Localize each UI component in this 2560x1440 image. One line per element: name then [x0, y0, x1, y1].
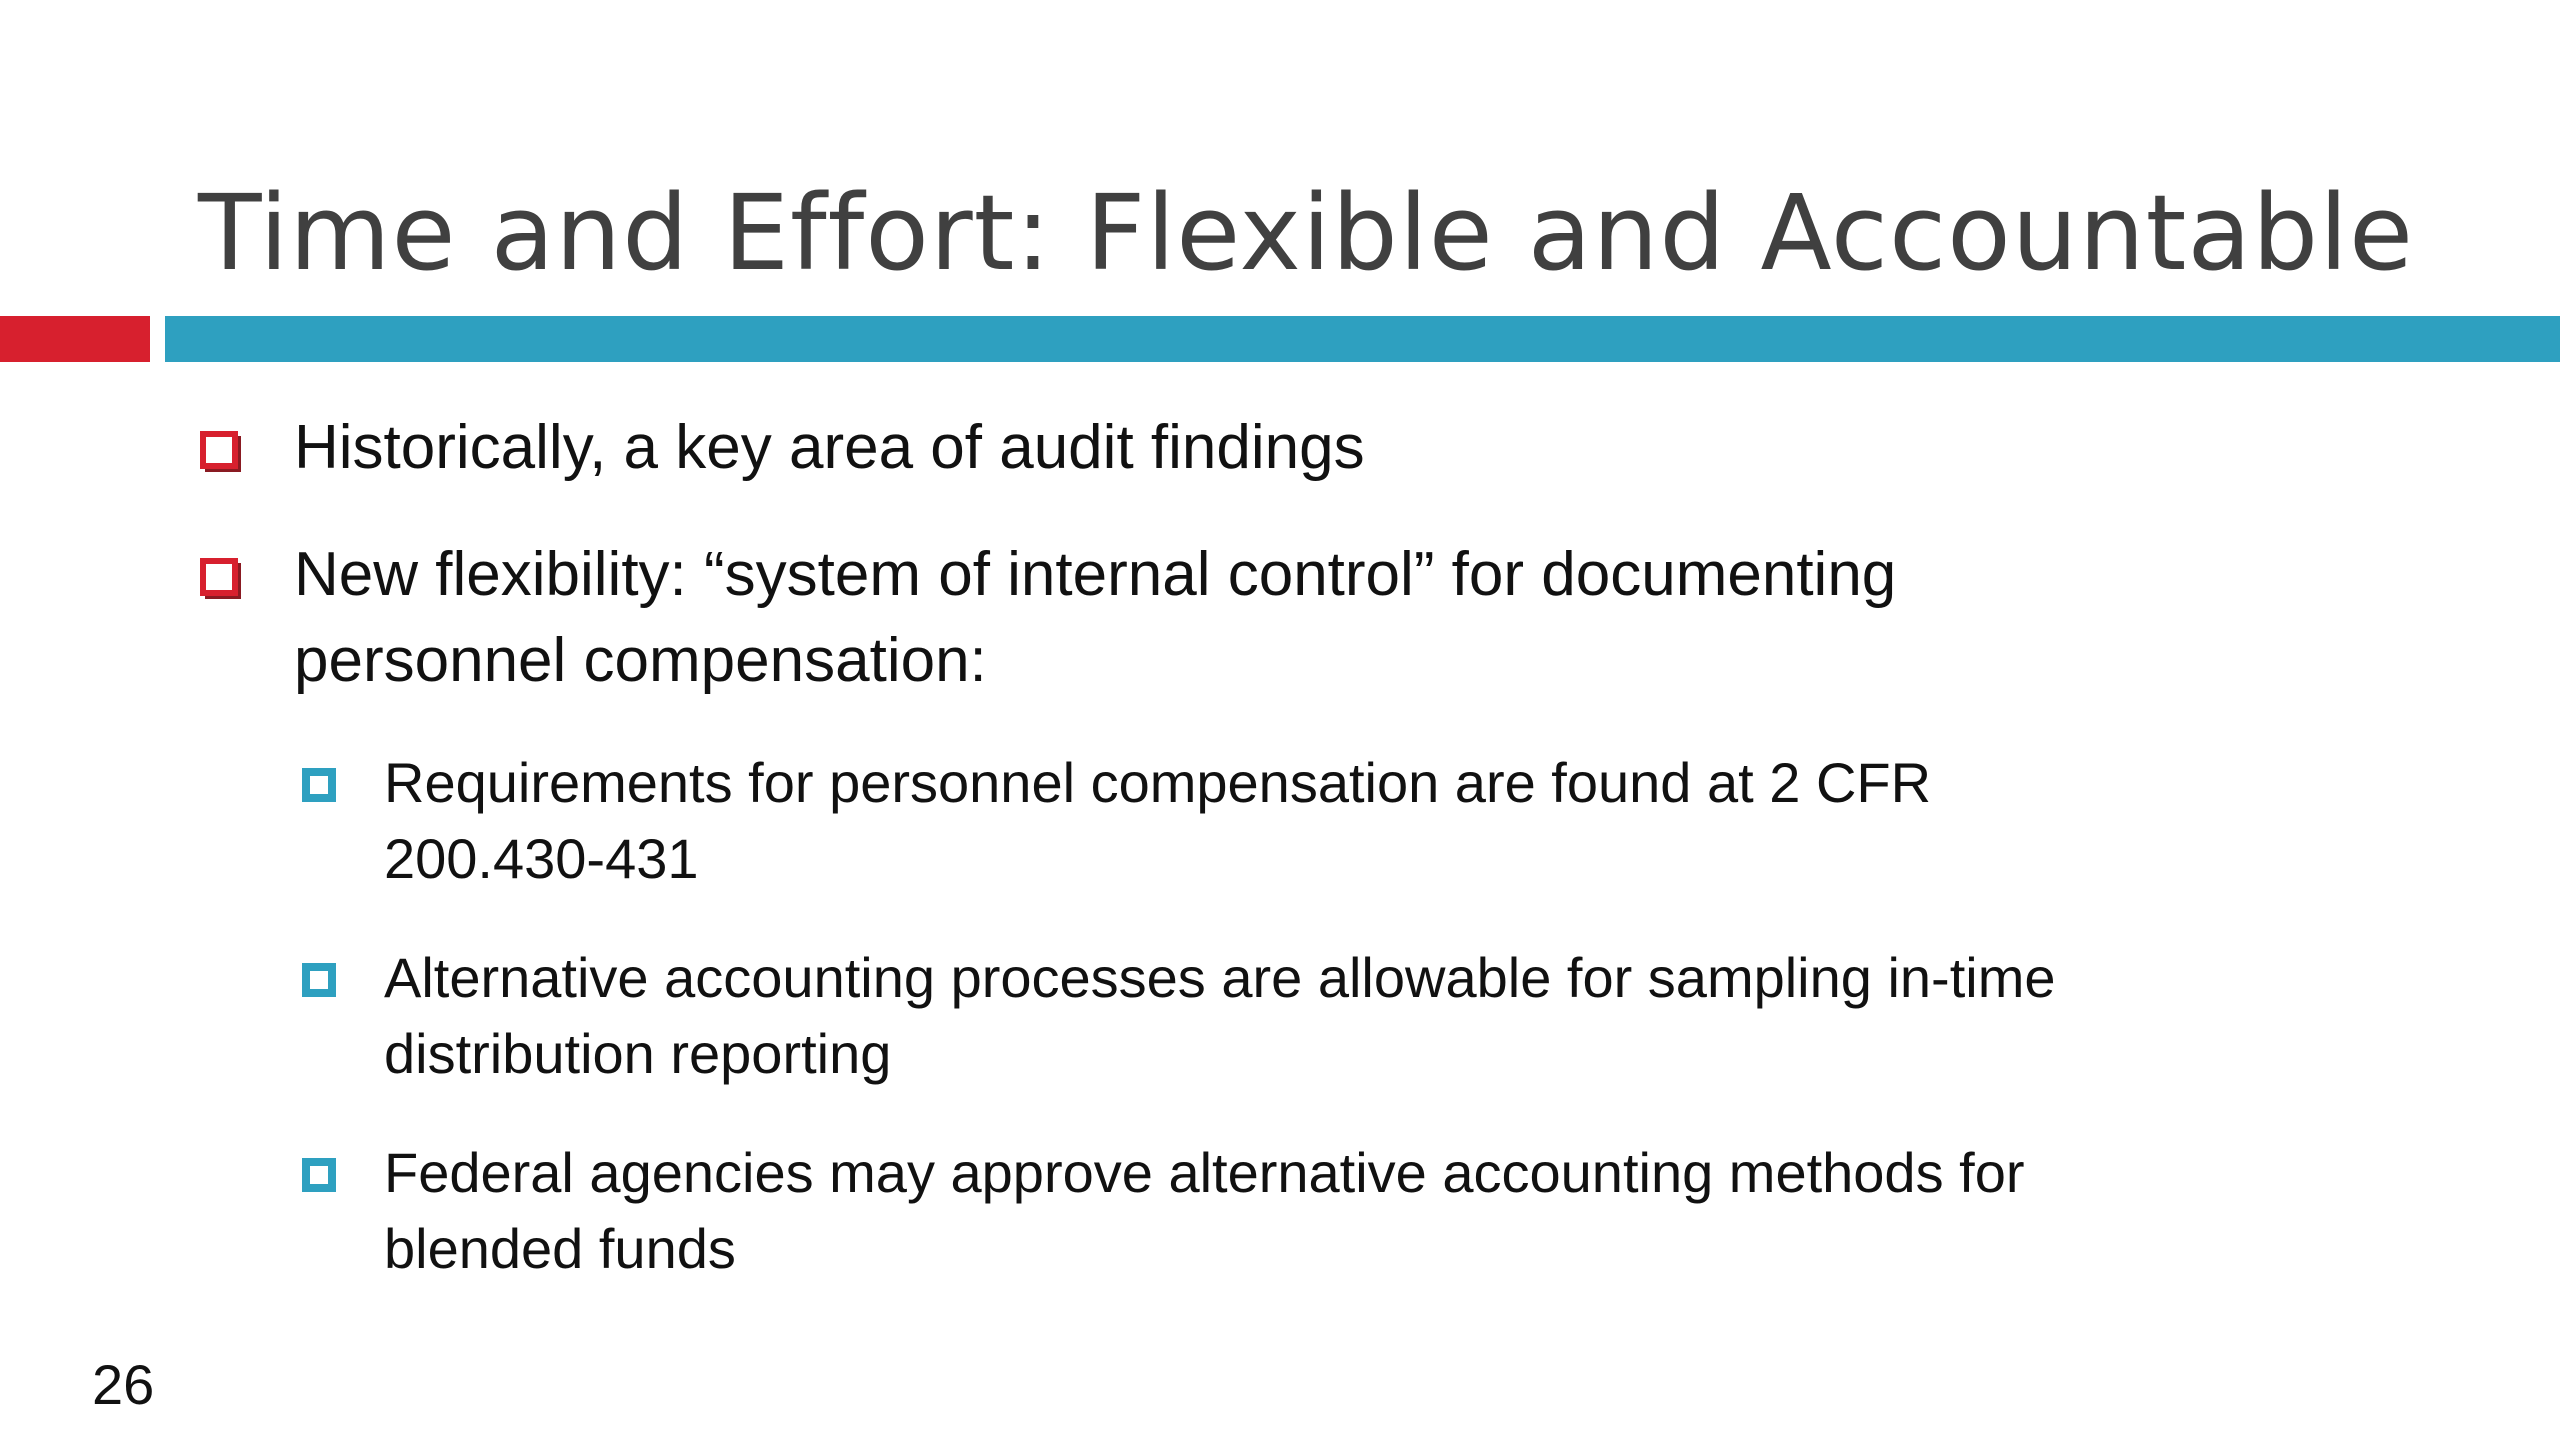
bullet-line: Historically, a key area of audit findings	[294, 413, 1365, 482]
bullet-text	[384, 1135, 2025, 1287]
bullet-text	[294, 405, 1365, 491]
title-rule-red-segment	[0, 316, 150, 362]
bullet-line: distribution reporting	[384, 1022, 892, 1085]
bullet-item-1	[200, 405, 1365, 491]
bullet-line: Alternative accounting processes are allowable for sampling in-time	[384, 946, 2056, 1009]
bullet-text	[384, 940, 2056, 1092]
teal-square-bullet-icon	[302, 963, 336, 997]
teal-square-bullet-icon	[302, 768, 336, 802]
red-square-bullet-icon	[200, 558, 238, 596]
sub-bullet-item-3	[302, 1135, 2025, 1287]
bullet-text	[384, 745, 1931, 897]
bullet-text	[294, 532, 1896, 704]
bullet-line: 200.430-431	[384, 827, 699, 890]
sub-bullet-item-1	[302, 745, 1931, 897]
bullet-item-2	[200, 532, 1896, 704]
page-number: 26	[92, 1353, 155, 1416]
bullet-line: personnel compensation:	[294, 626, 987, 695]
bullet-line: blended funds	[384, 1217, 736, 1280]
bullet-line: Federal agencies may approve alternative accounting methods for	[384, 1141, 2025, 1204]
red-square-bullet-icon	[200, 431, 238, 469]
bullet-line: Requirements for personnel compensation are found at 2 CFR	[384, 751, 1932, 814]
teal-square-bullet-icon	[302, 1158, 336, 1192]
bullet-line: New flexibility: “system of internal control” for documenting	[294, 540, 1897, 609]
sub-bullet-item-2	[302, 940, 2056, 1092]
title-rule-teal-segment	[165, 316, 2560, 362]
slide-title: Time and Effort: Flexible and Accountable	[198, 172, 2415, 294]
